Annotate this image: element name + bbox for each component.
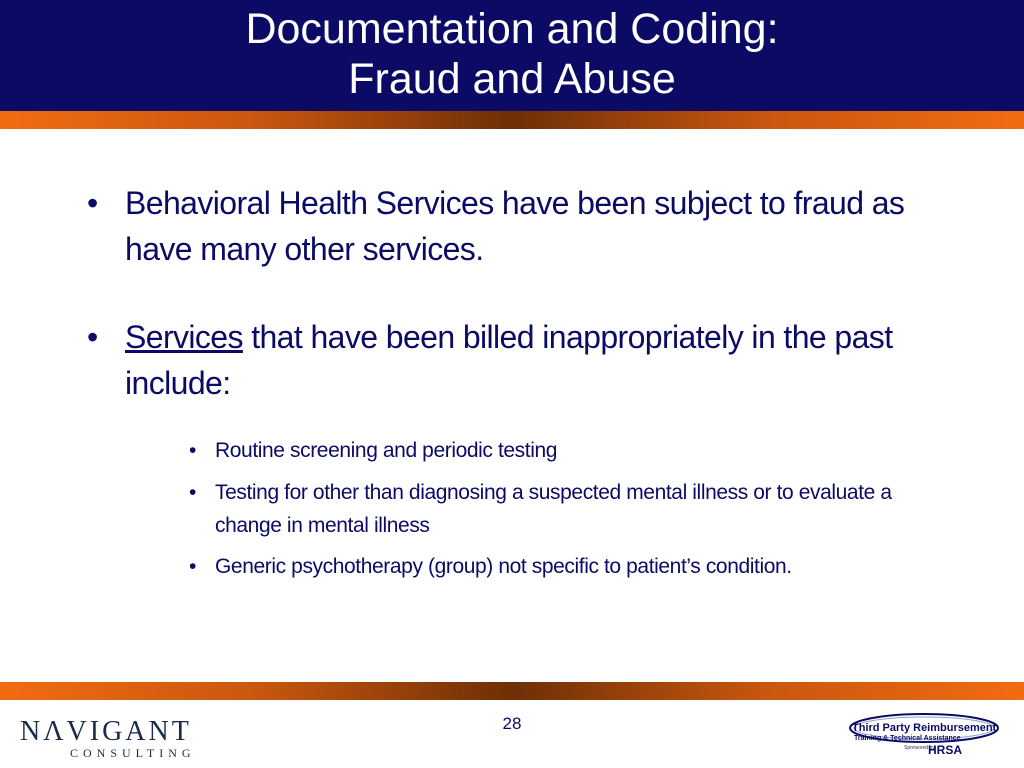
- bullet-glyph: •: [87, 319, 98, 355]
- bullet-glyph: •: [87, 185, 98, 221]
- sub-bullet-item: [189, 476, 935, 542]
- sub-bullet-text: Generic psychotherapy (group) not specific to patient’s condition.: [215, 555, 792, 578]
- logo-sponsor-label: Sponsored by: [904, 745, 935, 751]
- slide-title-line-1: Documentation and Coding:: [245, 5, 779, 53]
- sub-bullet-text: Testing for other than diagnosing a suspected mental illness or to evaluate a change in mental illness: [215, 481, 892, 537]
- bullet-text: that have been billed inappropriately in the past include:: [125, 319, 893, 401]
- navigant-logo-subtitle: CONSULTING: [70, 746, 196, 760]
- bottom-accent-band: [0, 682, 1024, 700]
- sub-bullet-glyph: •: [189, 555, 196, 578]
- third-party-reimbursement-logo: [846, 704, 1002, 762]
- bullet-text: Behavioral Health Services have been subject to fraud as have many other services.: [125, 185, 905, 267]
- bullet-underlined-word: Services: [125, 319, 243, 355]
- logo-line-2: Training & Technical Assistance: [854, 735, 961, 742]
- sub-bullet-text: Routine screening and periodic testing: [215, 439, 558, 462]
- bullet-item: [87, 314, 955, 406]
- navigant-logo: [20, 716, 196, 760]
- logo-line-1: Third Party Reimbursement: [852, 722, 997, 734]
- slide-title-line-2: Fraud and Abuse: [348, 55, 676, 103]
- hrsa-logo: HRSA: [928, 743, 963, 757]
- sub-bullet-glyph: •: [189, 481, 196, 504]
- navigant-logo-wordmark: NΛVIGANT: [20, 716, 192, 747]
- sub-bullet-item: [189, 434, 935, 467]
- sub-bullet-item: [189, 550, 935, 583]
- bullet-item: [87, 180, 955, 272]
- sub-bullet-glyph: •: [189, 439, 196, 462]
- page-number: 28: [502, 714, 522, 733]
